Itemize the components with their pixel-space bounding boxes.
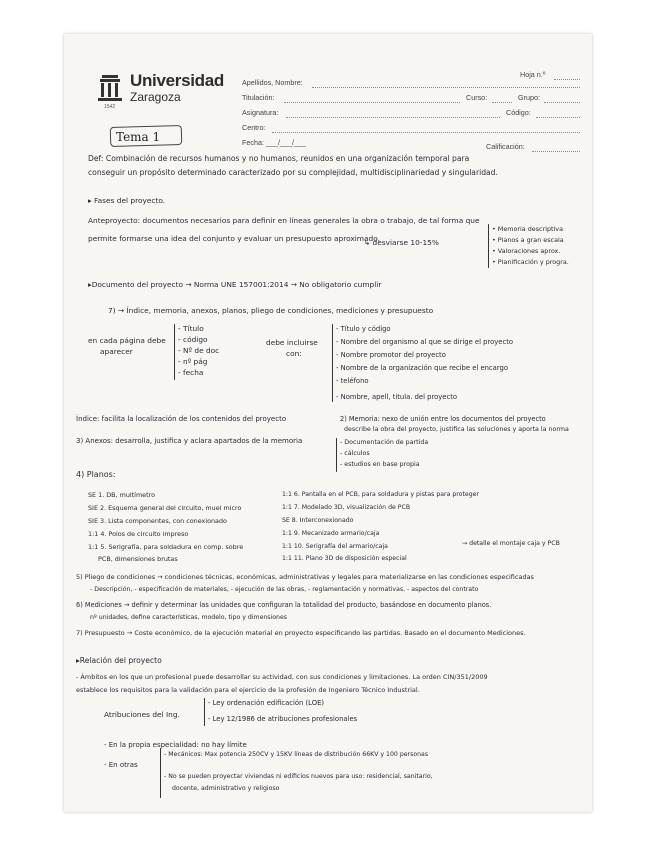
titulacion-label: Titulación: [242,93,275,102]
anteproyecto-item: • Planificación y progra. [492,258,569,266]
plano-right-item: 1:1 7. Modelado 3D, visualización de PCB [282,504,411,511]
plano-left-item: PCB, dimensiones brutas [98,555,178,563]
pliego-line-1: 5) Pliego de condiciones → condiciones técnicas, económicas, administrativas y legales para materializarse en las condiciones especificadas [76,573,534,581]
fecha-label: Fecha: ___/___/___ [242,138,306,147]
otras-viviendas-2: docente, administrativo y religioso [172,785,280,792]
atribuciones-brace [204,698,205,726]
col1-item: - Nº de doc [178,346,220,355]
ley-item: - Ley ordenación edificación (LOE) [208,699,325,707]
cada-pagina-label: en cada página debe [88,336,166,345]
mediciones-line-1: 6) Mediciones → definir y determinar las unidades que configuran la totalidad del producto, basándose en documento planos. [76,601,492,609]
anteproyecto-item: • Planos a gran escala [492,236,564,244]
grupo-line [544,102,580,103]
exam-sheet [64,34,592,812]
col2-item: - Título y código [336,325,391,333]
cada-pagina-label-2: aparecer [100,347,133,356]
grupo-label: Grupo: [518,93,540,102]
document-index-list: 7) → Índice, memoria, anexos, planos, pliego de condiciones, mediciones y presupuesto [108,306,434,315]
definition-line-2: conseguir un propósito determinado caracterizado por su complejidad, multidisciplinariedad y singularidad. [88,168,498,177]
titulacion-line [284,102,460,103]
definition-line-1: Def: Combinación de recursos humanos y no humanos, reunidos en una organización temporal para [88,154,470,163]
anexos-brace [336,438,337,472]
calificacion-label: Calificación: [486,142,525,151]
memoria-line-1: 2) Memoria: nexo de unión entre los documentos del proyecto [340,415,546,423]
anexos-item: - Documentación de partida [340,439,429,446]
ambitos-line-2: establece los requisitos para la validación para el ejercicio de la profesión de Ingeniero Técnico Industrial. [76,686,420,694]
col2-item: - Nombre, apell, titula. del proyecto [336,393,458,401]
col2-item: - Nombre promotor del proyecto [336,351,446,359]
pliego-line-2: - Descripción, - especificación de materiales, - ejecución de las obras, - reglamentación y normativas, - aspectos del contrato [90,586,479,593]
logo-city: Zaragoza [130,90,181,104]
planos-heading: 4) Planos: [76,470,116,479]
plano-left-item: SIE 3. Lista componentes, con conexionado [88,517,227,525]
memoria-line-2: describe la obra del proyecto, justifica las soluciones y aporta la norma [344,426,569,433]
apellidos-label: Apellidos, Nombre: [242,78,303,87]
otras-viviendas: - No se pueden proyectar viviendas ni edificios nuevos para uso: residencial, sanitario, [164,773,433,780]
propia-especialidad: - En la propia especialidad: no hay límite [104,741,247,749]
codigo-line [536,117,580,118]
atribuciones-label: Atribuciones del Ing. [104,710,180,719]
hoja-label: Hoja n.º [520,70,546,79]
hoja-line [554,79,580,80]
col1-item: - nº pág [178,357,208,366]
indice-definition: Índice: facilita la localización de los contenidos del proyecto [76,415,287,423]
ley-item: - Ley 12/1986 de atribuciones profesionales [208,715,358,723]
plano-left-item: SE 1. DB, multímetro [88,491,156,499]
relacion-heading: ▸Relación del proyecto [76,656,162,665]
plano-right-item: SE 8. Interconexionado [282,517,354,524]
plano-right-note: → detalle el montaje caja y PCB [462,540,560,547]
col2-item: - teléfono [336,377,369,385]
plano-right-item: 1:1 9. Mecanizado armario/caja [282,530,380,537]
plano-left-item: SIE 2. Esquema general del circuito, muel micro [88,504,242,512]
curso-label: Curso: [466,93,488,102]
anteproyecto-item: • Valoraciones aprox. [492,247,561,255]
col2-brace [332,324,333,402]
fases-heading: ▸ Fases del proyecto. [88,196,166,205]
centro-label: Centro: [242,123,266,132]
documento-proyecto: ▸Documento del proyecto → Norma UNE 157001:2014 → No obligatorio cumplir [88,280,382,289]
col2-item: - Nombre de la organización que recibe el encargo [336,364,508,372]
plano-right-item: 1:1 11. Plano 3D de disposición especial [282,555,407,562]
col1-item: - Título [178,324,204,333]
anexos-item: - cálculos [340,450,370,457]
col1-brace [174,324,175,380]
logo-name: Universidad [130,71,225,90]
plano-right-item: 1:1 6. Pantalla en el PCB, para soldadura y pistas para proteger [282,491,479,498]
university-logo-icon [96,74,124,104]
calificacion-line [532,151,580,152]
curso-line [492,102,512,103]
logo-year: 1542 [104,104,116,110]
col2-item: - Nombre del organismo al que se dirige el proyecto [336,338,514,346]
mediciones-line-2: nº unidades, define características, modelo, tipo y dimensiones [90,614,287,621]
presupuesto-line: 7) Presupuesto → Coste económico, de la ejecución material en proyecto especificando las partidas. Basado en el documento Mediciones. [76,629,526,637]
anteproyecto-item: • Memoria descriptiva [492,225,564,233]
plano-right-item: 1:1 10. Serigrafía del armario/caja [282,543,388,550]
anexos-definition: 3) Anexos: desarrolla, justifica y aclara apartados de la memoria [76,437,303,445]
tema-title: Tema 1 [116,130,161,144]
otras-brace [160,748,161,798]
ambitos-line-1: - Ámbitos en los que un profesional puede desarrollar su actividad, con sus condiciones y limitaciones. La orden CIN/351/2009 [76,673,488,681]
plano-left-item: 1:1 4. Polos de circuito impreso [88,530,189,538]
anteproyecto-brace [488,224,489,268]
debe-incluirse-label: debe incluirse [266,338,318,347]
codigo-label: Código: [506,108,531,117]
centro-line [272,132,580,133]
anteproyecto-line-2: permite formarse una idea del conjunto y evaluar un presupuesto aproximado. [88,234,380,243]
otras-mecanicos: - Mecánicos: Max potencia 250CV y 15KV líneas de distribución 66KV y 100 personas [164,751,429,758]
anexos-item: - estudios en base propia [340,461,420,468]
asignatura-label: Asignatura: [242,108,279,117]
plano-left-item: 1:1 5. Serigrafía, para soldadura en comp. sobre [88,543,244,551]
apellidos-line [312,87,580,88]
asignatura-line [286,117,500,118]
en-otras-label: - En otras [104,761,138,769]
col1-item: - fecha [178,368,204,377]
anteproyecto-deviation: ↳ desviarse 10-15% [364,238,439,247]
anteproyecto-line-1: Anteproyecto: documentos necesarios para definir en líneas generales la obra o trabajo, de tal forma que [88,216,480,225]
debe-incluirse-label-2: con: [286,349,302,358]
col1-item: - código [178,335,208,344]
